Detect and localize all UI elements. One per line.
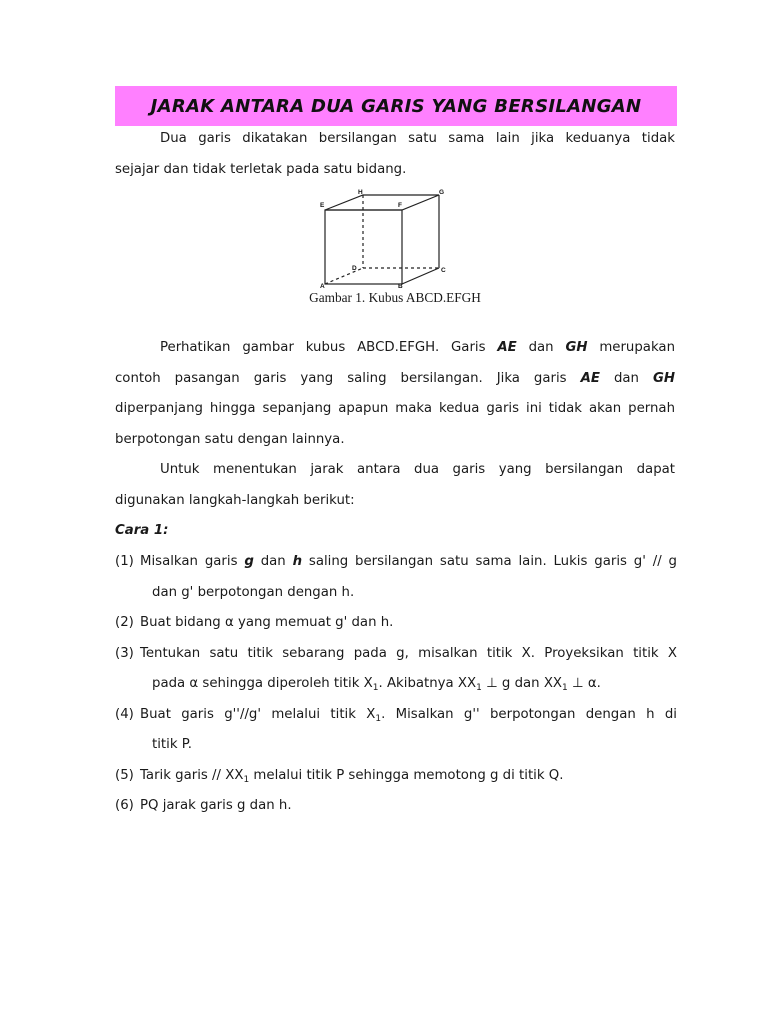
text-span: dan [516, 340, 566, 355]
cube-figure [312, 188, 452, 288]
step-number: (2) [115, 615, 134, 630]
step-text [140, 547, 677, 578]
step-text: PQ jarak garis g dan h. [140, 798, 292, 813]
paragraph-2 [115, 333, 675, 455]
para3-line-1: Untuk menentukan jarak antara dua garis yang bersilangan dapat [160, 462, 675, 477]
text-span: merupakan [587, 340, 675, 355]
intro-paragraph [115, 124, 675, 185]
text-span: Misalkan garis [140, 554, 245, 569]
list-item [115, 791, 677, 822]
step-number: (3) [115, 645, 134, 661]
vertex-label-F: F [398, 202, 402, 209]
vertex-label-C: C [441, 267, 446, 274]
cara-heading [115, 516, 675, 547]
vertex-label-H: H [358, 189, 363, 196]
cube-top-face [325, 195, 439, 210]
cube-edge-BC [402, 268, 439, 284]
text-span: Buat garis g''//g' melalui titik X [140, 706, 376, 722]
step-text-continued: dan g' berpotongan dengan h. [152, 584, 355, 600]
term-g: g [244, 554, 254, 569]
subscript: 1 [375, 713, 382, 724]
text-span: ⊥ g dan XX [481, 676, 563, 691]
step-number: (6) [115, 798, 134, 813]
text-span: dan [253, 554, 293, 569]
text-span: . Akibatnya XX [378, 676, 477, 691]
term-AE: AE [497, 340, 517, 355]
step-text: Tentukan satu titik sebarang pada g, misalkan titik X. Proyeksikan titik X [140, 645, 677, 661]
step-text: Buat bidang α yang memuat g' dan h. [140, 615, 394, 630]
term-GH: GH [565, 340, 588, 355]
step-text [140, 700, 677, 731]
list-item [115, 608, 677, 639]
vertex-label-D: D [352, 265, 357, 272]
figure-caption: Gambar 1. Kubus ABCD.EFGH [309, 290, 481, 305]
vertex-label-A: A [320, 283, 325, 288]
text-span: . Misalkan g'' berpotongan dengan h di [381, 706, 677, 722]
intro-line-1: Dua garis dikatakan bersilangan satu sama lain jika keduanya tidak [160, 131, 675, 146]
steps-list [115, 547, 677, 822]
cube-hidden-edge-AD [325, 268, 363, 284]
text-span: ⊥ α. [567, 676, 601, 691]
subscript: 1 [562, 683, 568, 693]
text-span: dan [599, 370, 653, 386]
vertex-label-G: G [439, 189, 445, 196]
step-number: (5) [115, 767, 134, 783]
text-span: Tarik garis // XX [140, 767, 244, 783]
vertex-label-B: B [398, 283, 403, 288]
para2-line-2 [115, 364, 675, 395]
title-banner [115, 86, 677, 126]
step-number: (1) [115, 554, 134, 569]
step-text [140, 768, 563, 783]
text-span: contoh pasangan garis yang saling bersilangan. Jika garis [115, 370, 581, 386]
term-GH: GH [652, 370, 675, 386]
page-title: JARAK ANTARA DUA GARIS YANG BERSILANGAN [150, 95, 642, 117]
para2-line-4: berpotongan satu dengan lainnya. [115, 431, 345, 447]
subscript: 1 [243, 774, 250, 785]
text-span: saling bersilangan satu sama lain. Lukis garis g' // g [302, 554, 677, 569]
para2-line-1 [115, 333, 675, 364]
text-span: melalui titik P sehingga memotong g di titik Q. [249, 767, 564, 783]
list-item [115, 761, 677, 792]
step-text-continued: titik P. [152, 737, 192, 752]
text-span: Perhatikan gambar kubus ABCD.EFGH. Garis [160, 340, 498, 355]
list-item [115, 547, 677, 608]
term-AE: AE [580, 370, 600, 386]
subscript: 1 [372, 683, 379, 693]
para3-line-2: digunakan langkah-langkah berikut: [115, 492, 355, 508]
cara-label: Cara 1: [115, 523, 169, 538]
subscript: 1 [476, 683, 482, 693]
list-item [115, 639, 677, 700]
term-h: h [292, 554, 303, 569]
text-span: pada α sehingga diperoleh titik X [152, 676, 373, 691]
vertex-label-E: E [320, 202, 325, 209]
intro-line-2: sejajar dan tidak terletak pada satu bidang. [115, 161, 407, 177]
paragraph-3 [115, 455, 675, 516]
step-number: (4) [115, 706, 134, 722]
para2-line-3: diperpanjang hingga sepanjang apapun maka kedua garis ini tidak akan pernah [115, 401, 675, 416]
step-text-continued [140, 669, 677, 700]
list-item [115, 700, 677, 761]
